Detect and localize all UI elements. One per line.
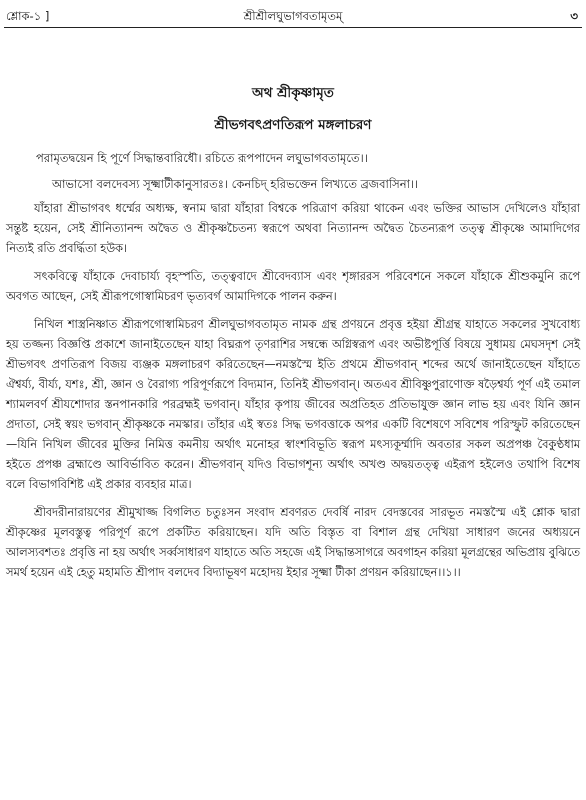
paragraph: শ্রীবদরীনারায়ণের শ্রীমুখাজ্জ বিগলিত চতুঃসন সংবাদ শ্রবণরত দেবর্ষি নারদ বেদস্তবের সারভূত নমস্তস্মৈ এই শ্লোক দ্বারা শ্রীকৃষ্ণের মূলবস্তুত্ব পরিপূর্ণ রূপে প্রকটিত করিয়াছেন। যদি অতি বিস্তৃত বা বিশাল গ্রন্থ দেখিয়া সাধারণ জনের অধ্যয়নে আলস্যবশতঃ প্রবৃত্তি না হয় অর্থাৎ সর্ব্বসাধারণ যাহাতে অতি সহজে এই সিদ্ধান্তসাগরে অবগাহন করিয়া মূলগ্রন্থের অভিপ্রায় বুঝিতে সমর্থ হয়েন এই হেতু মহামতি শ্রীপাদ বলদেব বিদ্যাভূষণ মহোদয় ইহার সূক্ষ্মা টীকা প্রণয়ন করিয়াছেন।।১।। <box>6 506 580 579</box>
section-subtitle: শ্রীভগবৎপ্রণতিরূপ মঙ্গলাচরণ <box>214 117 372 133</box>
verse-line: আভাসো বলদেবস্য সূক্ষ্মাটীকানুসারতঃ। কেনচিদ্‌ হরিভক্তেন লিখ্যতে ব্রজবাসিনা।। <box>52 177 419 191</box>
section-title: অথ শ্রীকৃষ্ণামৃত <box>252 85 334 101</box>
paragraph: নিখিল শাস্ত্রনিষ্ণাত শ্রীরূপগোস্বামিচরণ শ্রীলঘুভাগবতামৃত নামক গ্রন্থ প্রণয়নে প্রবৃত্ত হইয়া শ্রীগ্রন্থ যাহাতে সকলের সুখবোধ্য হয় তজ্জন্য বিজ্ঞপ্তি প্রকাশে জানাইতেছেন যাহা বিঘ্নরূপ তৃণরাশির সম্বন্ধে অগ্নিস্বরূপ এবং অভীষ্টপূর্ত্তি বিষয়ে সুধাময় মেঘসদৃশ সেই শ্রীভগবৎ প্রণতিরূপ বিজয় ব্যঞ্জক মঙ্গলাচরণ করিতেছেন—নমস্তস্মৈ ইতি প্রথমে শ্রীভগবান্‌ শব্দের অর্থে জানাইতেছেন যাঁহাতে ঐশ্বর্য্য, বীর্য্য, যশঃ, শ্রী, জ্ঞান ও বৈরাগ্য পরিপূর্ণরূপে বিদ্যমান, তিনিই শ্রীভগবান্‌। অতএব শ্রীবিষ্ণুপুরাণোক্ত ষড়ৈশ্বর্য্য পূর্ণ এই তমাল শ্যামলবর্ণ শ্রীযশোদার স্তনপানকারি পরব্রহ্মই ভগবান্‌। যাঁহার কৃপায় জীবের অপ্রতিহত প্রতিভাযুক্ত জ্ঞান লাভ হয় এবং যিনি জ্ঞান প্রদাতা, সেই স্বয়ং ভগবান্‌ শ্রীকৃষ্ণকে নমস্কার। তাঁহার এই স্বতঃ সিদ্ধ ভগবত্তাকে অপর একটি বিশেষণে সবিশেষ পরিস্ফুট করিতেছেন—যিনি নিখিল জীবের মুক্তির নিমিত্ত কমনীয় অর্থাৎ মনোহর স্বাংশবিভূতি স্বরূপ মৎস্যকূর্ম্মাদি অবতার সকল অপ্রপঞ্চ বৈকুণ্ঠধাম হইতে প্রপঞ্চ ব্রহ্মাণ্ডে আবির্ভাবিত করেন। শ্রীভগবান্‌ যদিও বিভাগশূন্য অর্থাৎ অখণ্ড অদ্বয়তত্ত্ব এইরূপ হইলেও তথাপি বিশেষ বলে বিভাগবিশিষ্ট এই প্রকার ব্যবহার মাত্র। <box>6 318 580 491</box>
running-title: শ্রীশ্রীলঘুভাগবতামৃতম্‌ <box>243 9 343 23</box>
paragraph: যাঁহারা শ্রীভাগবৎ ধর্ম্মের অধ্যক্ষ, স্বনাম দ্বারা যাঁহারা বিশ্বকে পরিত্রাণ করিয়া থাকেন এবং ভক্তির আভাস দেখিলেও যাঁহারা সন্তুষ্ট হয়েন, সেই শ্রীনিত্যানন্দ অদ্বৈত ও শ্রীকৃষ্ণচৈতন্য স্বরূপে অথবা নিত্যানন্দ অদ্বৈত চৈতন্যরূপ তত্ত্ব শ্রীকৃষ্ণে আমাদিগের নিত্যই রতি প্রবর্দ্ধিতা হউক। <box>6 202 580 255</box>
paragraph: সৎকবিত্বে যাঁহাকে দেবাচার্য্য বৃহস্পতি, তত্ত্ববাদে শ্রীবেদব্যাস এবং শৃঙ্গাররস পরিবেশনে সকলে যাঁহাকে শ্রীশুকমুনি রূপে অবগত আছেন, সেই শ্রীরূপগোস্বামিচরণ ভৃত্যবর্গ আমাদিগকে পালন করুন। <box>6 270 580 303</box>
page-header <box>0 6 586 28</box>
invocation-verse <box>6 145 580 197</box>
header-rule <box>4 27 582 28</box>
page-body <box>6 82 580 591</box>
verse-line: পরামৃতদ্বয়েন হি পূর্ণে সিদ্ধান্তবারিধৌ। রচিতে রূপপাদেন লঘুভাগবতামৃতে।। <box>36 151 368 165</box>
page-number: ৩ <box>570 9 578 23</box>
shloka-label: শ্লোক-১ ] <box>6 9 50 23</box>
